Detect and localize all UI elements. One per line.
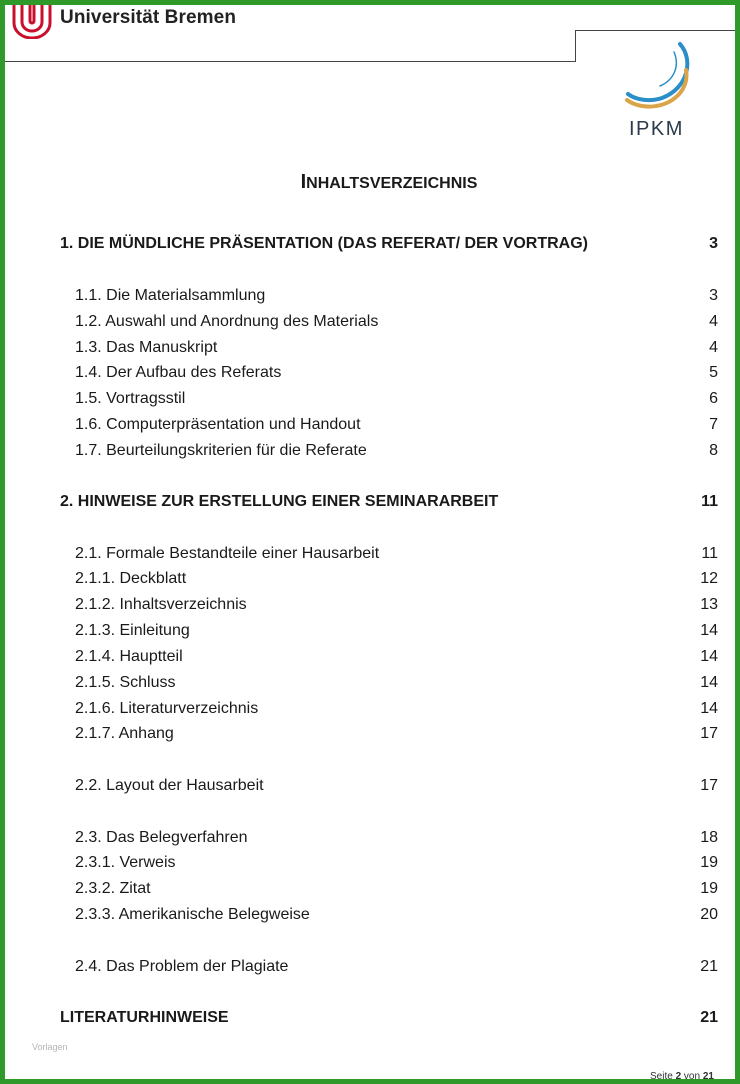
university-bremen-logo bbox=[10, 3, 54, 39]
toc-entry[interactable] bbox=[0, 646, 740, 668]
toc-entry-label: 1.2. Auswahl und Anordnung des Materials bbox=[75, 313, 379, 330]
footer-current-page: 2 bbox=[675, 1071, 682, 1082]
toc-entry-page: 3 bbox=[709, 235, 718, 252]
toc-entry-label: 2.1.3. Einleitung bbox=[75, 622, 190, 639]
toc-entry-label: 2.2. Layout der Hausarbeit bbox=[75, 777, 264, 794]
toc-entry-page: 13 bbox=[700, 596, 718, 613]
toc-entry-page: 4 bbox=[709, 339, 718, 356]
toc-entry-label: 2.4. Das Problem der Plagiate bbox=[75, 958, 289, 975]
toc-entry-label: 1.3. Das Manuskript bbox=[75, 339, 218, 356]
toc-entry-label: 2. HINWEISE ZUR ERSTELLUNG EINER SEMINARARBEIT bbox=[60, 493, 499, 510]
toc-entry-label: 1.6. Computerpräsentation und Handout bbox=[75, 416, 361, 433]
page-header bbox=[0, 0, 740, 150]
toc-entry[interactable] bbox=[0, 723, 740, 745]
toc-entry-page: 17 bbox=[700, 777, 718, 794]
toc-entry-page: 5 bbox=[709, 364, 718, 381]
toc-entry-page: 21 bbox=[700, 1009, 718, 1026]
toc-entry-page: 14 bbox=[700, 700, 718, 717]
page-title bbox=[0, 171, 740, 194]
toc-entry[interactable] bbox=[0, 956, 740, 978]
toc-entry-page: 12 bbox=[700, 570, 718, 587]
university-name: Universität Bremen bbox=[60, 7, 237, 28]
toc-entry-label: 2.1.4. Hauptteil bbox=[75, 648, 183, 665]
toc-entry[interactable] bbox=[0, 1007, 740, 1029]
toc-entry-page: 6 bbox=[709, 390, 718, 407]
title-rest: NHALTSVERZEICHNIS bbox=[306, 175, 478, 192]
toc-entry[interactable] bbox=[0, 388, 740, 410]
toc-entry-page: 19 bbox=[700, 854, 718, 871]
page-footer bbox=[650, 1071, 714, 1082]
toc-entry[interactable] bbox=[0, 568, 740, 590]
toc-entry[interactable] bbox=[0, 827, 740, 849]
toc-entry-label: 2.3.3. Amerikanische Belegweise bbox=[75, 906, 310, 923]
toc-entry[interactable] bbox=[0, 491, 740, 513]
toc-entry[interactable] bbox=[0, 233, 740, 255]
toc-entry-page: 17 bbox=[700, 725, 718, 742]
toc-entry-label: 1.7. Beurteilungskriterien für die Referate bbox=[75, 442, 367, 459]
toc-entry[interactable] bbox=[0, 594, 740, 616]
toc-entry-page: 18 bbox=[700, 829, 718, 846]
toc-entry[interactable] bbox=[0, 337, 740, 359]
ipkm-name: IPKM bbox=[629, 118, 684, 140]
toc-entry[interactable] bbox=[0, 698, 740, 720]
toc-entry[interactable] bbox=[0, 440, 740, 462]
toc-entry[interactable] bbox=[0, 878, 740, 900]
toc-entry-label: LITERATURHINWEISE bbox=[60, 1009, 229, 1026]
toc-entry-page: 8 bbox=[709, 442, 718, 459]
toc-entry-label: 1.1. Die Materialsammlung bbox=[75, 287, 266, 304]
toc-entry-page: 11 bbox=[701, 545, 718, 562]
header-divider-step bbox=[575, 30, 576, 62]
toc-entry[interactable] bbox=[0, 285, 740, 307]
toc-entry-page: 3 bbox=[709, 287, 718, 304]
toc-entry-label: 2.1.6. Literaturverzeichnis bbox=[75, 700, 259, 717]
toc-entry-label: 2.1. Formale Bestandteile einer Hausarbeit bbox=[75, 545, 380, 562]
toc-entry[interactable] bbox=[0, 311, 740, 333]
footer-total-pages: 21 bbox=[702, 1071, 714, 1082]
toc-entry-label: 2.1.1. Deckblatt bbox=[75, 570, 187, 587]
ipkm-logo-icon bbox=[622, 40, 698, 112]
toc-entry-page: 21 bbox=[700, 958, 718, 975]
toc-entry[interactable] bbox=[0, 672, 740, 694]
header-divider-top bbox=[575, 30, 735, 31]
watermark: Vorlagen bbox=[32, 1042, 68, 1052]
toc-entry-label: 2.3.2. Zitat bbox=[75, 880, 151, 897]
toc-entry[interactable] bbox=[0, 904, 740, 926]
toc-entry-label: 2.3.1. Verweis bbox=[75, 854, 176, 871]
toc-entry[interactable] bbox=[0, 543, 740, 565]
header-divider bbox=[5, 61, 576, 62]
toc-entry[interactable] bbox=[0, 362, 740, 384]
toc-entry[interactable] bbox=[0, 775, 740, 797]
toc-entry-page: 20 bbox=[700, 906, 718, 923]
toc-entry-page: 11 bbox=[701, 493, 718, 510]
footer-prefix: Seite bbox=[650, 1071, 673, 1082]
toc-entry-page: 14 bbox=[700, 674, 718, 691]
toc-entry-label: 1.4. Der Aufbau des Referats bbox=[75, 364, 282, 381]
toc-entry-page: 19 bbox=[700, 880, 718, 897]
toc-entry[interactable] bbox=[0, 414, 740, 436]
toc-entry-label: 2.3. Das Belegverfahren bbox=[75, 829, 248, 846]
toc-entry-label: 1. DIE MÜNDLICHE PRÄSENTATION (DAS REFERAT/ DER VORTRAG) bbox=[60, 235, 589, 252]
toc-entry-label: 1.5. Vortragsstil bbox=[75, 390, 186, 407]
toc-entry-label: 2.1.7. Anhang bbox=[75, 725, 174, 742]
toc-entry-page: 7 bbox=[709, 416, 718, 433]
title-initial: I bbox=[300, 171, 307, 193]
toc-entry-label: 2.1.2. Inhaltsverzeichnis bbox=[75, 596, 247, 613]
toc-entry-label: 2.1.5. Schluss bbox=[75, 674, 176, 691]
footer-middle: von bbox=[683, 1071, 701, 1082]
toc-entry[interactable] bbox=[0, 852, 740, 874]
toc-entry-page: 14 bbox=[700, 622, 718, 639]
toc-entry-page: 14 bbox=[700, 648, 718, 665]
toc-entry[interactable] bbox=[0, 620, 740, 642]
toc-entry-page: 4 bbox=[709, 313, 718, 330]
